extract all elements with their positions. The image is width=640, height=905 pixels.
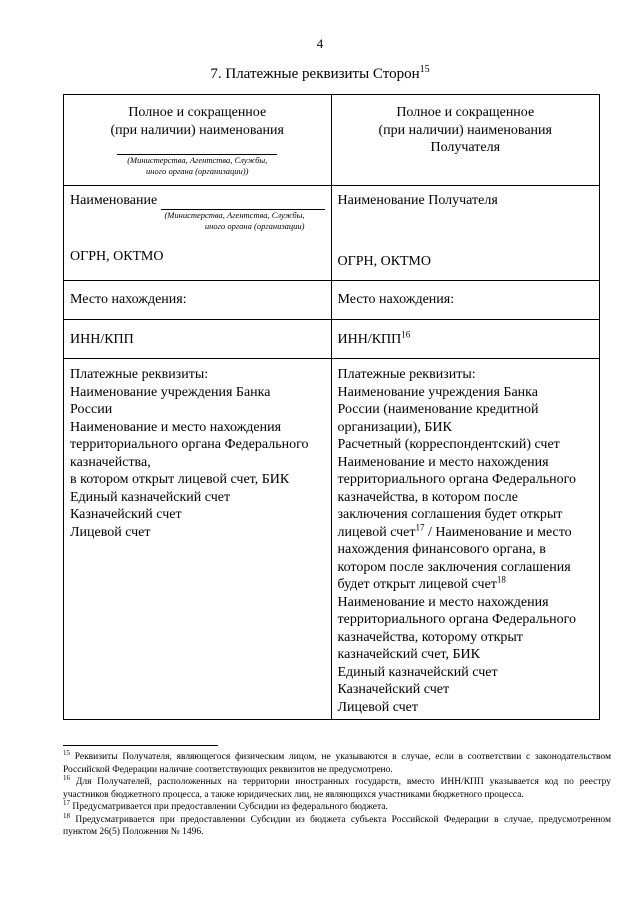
footnote-number: 18 (63, 811, 70, 820)
footnote-ref: 17 (415, 521, 425, 532)
payment-right-line: Единый казначейский счет (337, 664, 498, 680)
header-left-sub2: иного органа (организации)) (146, 166, 249, 176)
payment-left (64, 359, 332, 719)
header-left (64, 95, 332, 185)
name-row (64, 185, 599, 280)
header-left-line2: (при наличии) наименования (110, 122, 284, 138)
payment-left-line: в котором открыт лицевой счет, БИК (70, 472, 290, 487)
payment-right-line (337, 521, 594, 542)
payment-right-line: Расчетный (корреспондентский) счет (337, 437, 560, 452)
ogrn-left: ОГРН, ОКТМО (70, 248, 164, 264)
payment-left-line: Наименование и место нахождения (70, 419, 282, 435)
footnote-text: Предусматривается при предоставлении Субсидии из бюджета субъекта Российской Федерации в случае, предусмотренном пунктом 26(5) Положения № 1496. (63, 814, 611, 837)
header-left-line1: Полное и сокращенное (128, 105, 267, 120)
payment-left-line: казначейства, (70, 454, 151, 470)
name-sub1: (Министерства, Агентства, Службы, (164, 209, 305, 220)
payment-right-line: нахождения финансового органа, в (337, 542, 546, 557)
header-right (332, 95, 600, 185)
section-title (0, 66, 640, 83)
location-right: Место нахождения: (337, 292, 455, 307)
payment-right-line: Наименование учреждения Банка (337, 384, 538, 400)
payment-left-line: Платежные реквизиты: (70, 367, 209, 382)
name-sub2: иного органа (организации) (204, 220, 305, 231)
payment-right-line: России (наименование кредитной (337, 402, 539, 417)
payment-details-table (63, 94, 600, 720)
payment-right-line: казначейства, которому открыт (337, 629, 523, 645)
payment-right-line: Казначейский счет (337, 682, 450, 697)
inn-left: ИНН/КПП (64, 320, 332, 358)
payment-right-line: котором после заключения соглашения (337, 559, 571, 575)
footnote-number: 16 (63, 773, 70, 782)
footnote-number: 15 (63, 748, 70, 757)
footnote-ref: 16 (401, 329, 411, 340)
payment-left-line: территориального органа Федерального (70, 437, 309, 452)
footnote (63, 748, 611, 776)
payment-right-line: Лицевой счет (337, 699, 419, 715)
payment-right-text: лицевой счет (337, 524, 416, 540)
payment-right-line: заключения соглашения будет открыт (337, 507, 563, 522)
name-line (70, 192, 325, 210)
footnote-text: Реквизиты Получателя, являющегося физическим лицом, не указываются в случае, если в соответствии с законодательством Российской Федерации наличие соответствующих реквизитов не предусмотрено. (63, 752, 611, 775)
payment-right-line: территориального органа Федерального (337, 612, 577, 627)
payment-right (332, 359, 600, 719)
footnote-text: Предусматривается при предоставлении Субсидии из федерального бюджета. (70, 802, 388, 812)
name-left (64, 186, 332, 280)
payment-right-line: казначейства, в котором после (337, 489, 518, 505)
payment-left-line: Единый казначейский счет (70, 489, 231, 505)
payment-right-line: Платежные реквизиты: (337, 367, 476, 382)
payment-left-line: Лицевой счет (70, 524, 151, 540)
location-row (64, 280, 599, 319)
name-right-label: Наименование Получателя (337, 193, 498, 208)
footnotes (63, 748, 611, 839)
footnote-text: Для Получателей, расположенных на территории иностранных государств, вместо ИНН/КПП указывается код по реестру участников бюджетного процесса, а также юридических лиц, не являющихся участниками бюджетного процесса. (63, 777, 611, 800)
payment-right-line: Наименование и место нахождения (337, 454, 549, 470)
inn-right-text: ИНН/КПП (337, 332, 402, 347)
ogrn-right: ОГРН, ОКТМО (337, 253, 431, 269)
header-left-sub1: (Министерства, Агентства, Службы, (127, 155, 268, 165)
payment-right-text: будет открыт лицевой счет (337, 577, 497, 592)
payment-right-line: Наименование и место нахождения (337, 594, 549, 610)
header-row (64, 95, 599, 185)
section-title-text: 7. Платежные реквизиты Сторон (210, 66, 420, 82)
payment-left-line: Наименование учреждения Банка (70, 384, 271, 400)
footnote-ref: 18 (496, 574, 506, 585)
page-number: 4 (316, 36, 324, 51)
name-blank (161, 197, 324, 210)
inn-right (332, 320, 600, 358)
location-left: Место нахождения: (64, 281, 332, 319)
payment-left-line: Казначейский счет (70, 507, 182, 522)
payment-right-text: / Наименование и место (424, 524, 572, 540)
footnote (63, 811, 611, 839)
footnote-number: 17 (63, 798, 70, 807)
payment-left-line: России (70, 402, 113, 417)
payment-right-line (338, 576, 594, 594)
payment-right-line: организации), БИК (337, 419, 452, 435)
payment-right-line: казначейский счет, БИК (337, 647, 480, 662)
footnote (63, 798, 611, 814)
header-right-line3: Получателя (430, 140, 501, 155)
name-label: Наименование (70, 193, 158, 208)
name-right (332, 186, 600, 280)
payment-row (64, 358, 599, 719)
header-right-line1: Полное и сокращенное (396, 105, 535, 120)
footnote (63, 773, 611, 801)
footnote-ref: 15 (419, 64, 430, 75)
footnote-separator (63, 745, 218, 746)
payment-right-line: территориального органа Федерального (337, 472, 577, 487)
inn-row (64, 319, 599, 358)
header-right-line2: (при наличии) наименования (378, 122, 552, 138)
